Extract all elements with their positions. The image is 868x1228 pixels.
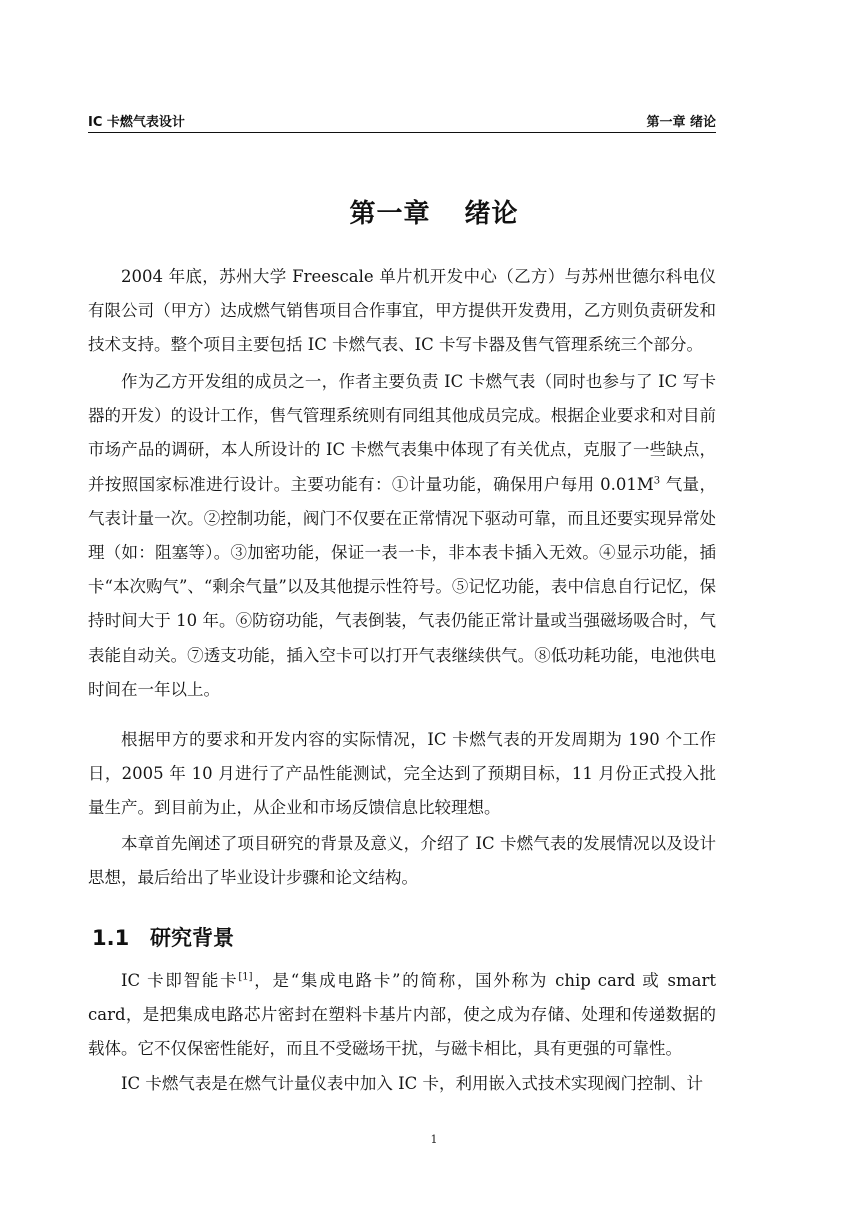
section-heading	[92, 922, 234, 952]
page-number: 1	[430, 1133, 438, 1146]
running-header	[88, 106, 716, 130]
section-number: 1.1	[92, 926, 130, 950]
paragraph-ic-card-definition	[88, 964, 716, 1067]
paragraph-ic-card-text-a: IC 卡即智能卡	[121, 971, 239, 990]
paragraph-author-role	[88, 365, 716, 707]
paragraph-chapter-overview: 本章首先阐述了项目研究的背景及意义，介绍了 IC 卡燃气表的发展情况以及设计思想，最后给出了毕业设计步骤和论文结构。	[88, 834, 716, 888]
chapter-number: 第一章	[349, 199, 431, 229]
paragraph-gas-meter-definition: IC 卡燃气表是在燃气计量仪表中加入 IC 卡，利用嵌入式技术实现阀门控制、计	[121, 1074, 704, 1093]
header-rule	[88, 132, 716, 133]
paragraph-ic-card-text-b: ，是“集成电路卡”的简称，国外称为 chip card 或 smart card，是把集成电路芯片密封在塑料卡基片内部，使之成为存储、处理和传递数据的载体。它不仅保密性能好，而且不受磁场干扰，与磁卡相比，具有更强的可靠性。	[88, 971, 716, 1059]
header-left-title: IC 卡燃气表设计	[88, 115, 185, 130]
chapter-title	[0, 193, 868, 230]
paragraph-author-role-text-b: 气量，气表计量一次。②控制功能，阀门不仅要在正常情况下驱动可靠，而且还要实现异常处理（如：阻塞等）。③加密功能，保证一表一卡，非本表卡插入无效。④显示功能，插卡“本次购气”、“剩余气量”以及其他提示性符号。⑤记忆功能，表中信息自行记忆，保持时间大于 10 年。⑥防窃功能，气表倒装，气表仍能正常计量或当强磁场吸合时，气表能自动关。⑦透支功能，插入空卡可以打开气表继续供气。⑧低功耗功能，电池供电时间在一年以上。	[88, 474, 716, 699]
paragraph-author-role-text-a: 作为乙方开发组的成员之一，作者主要负责 IC 卡燃气表（同时也参与了 IC 写卡器的开发）的设计工作，售气管理系统则有同组其他成员完成。根据企业要求和对目前市场产品的调研，本人所设计的 IC 卡燃气表集中体现了有关优点，克服了一些缺点，并按照国家标准进行设计。主要功能有：①计量功能，确保用户每用 0.01M	[88, 372, 716, 494]
paragraph-project-intro: 2004 年底，苏州大学 Freescale 单片机开发中心（乙方）与苏州世德尔科电仪有限公司（甲方）达成燃气销售项目合作事宜，甲方提供开发费用，乙方则负责研发和技术支持。整个项目主要包括 IC 卡燃气表、IC 卡写卡器及售气管理系统三个部分。	[88, 267, 716, 355]
header-right-title: 第一章 绪论	[646, 115, 716, 130]
chapter-name: 绪论	[464, 199, 519, 229]
superscript-cubed: 3	[653, 475, 661, 487]
paragraph-development-cycle: 根据甲方的要求和开发内容的实际情况，IC 卡燃气表的开发周期为 190 个工作日，2005 年 10 月进行了产品性能测试，完全达到了预期目标，11 月份正式投入批量生产。到目前为止，从企业和市场反馈信息比较理想。	[88, 730, 716, 818]
section-title: 研究背景	[150, 926, 234, 950]
citation-reference: [1]	[238, 971, 253, 983]
